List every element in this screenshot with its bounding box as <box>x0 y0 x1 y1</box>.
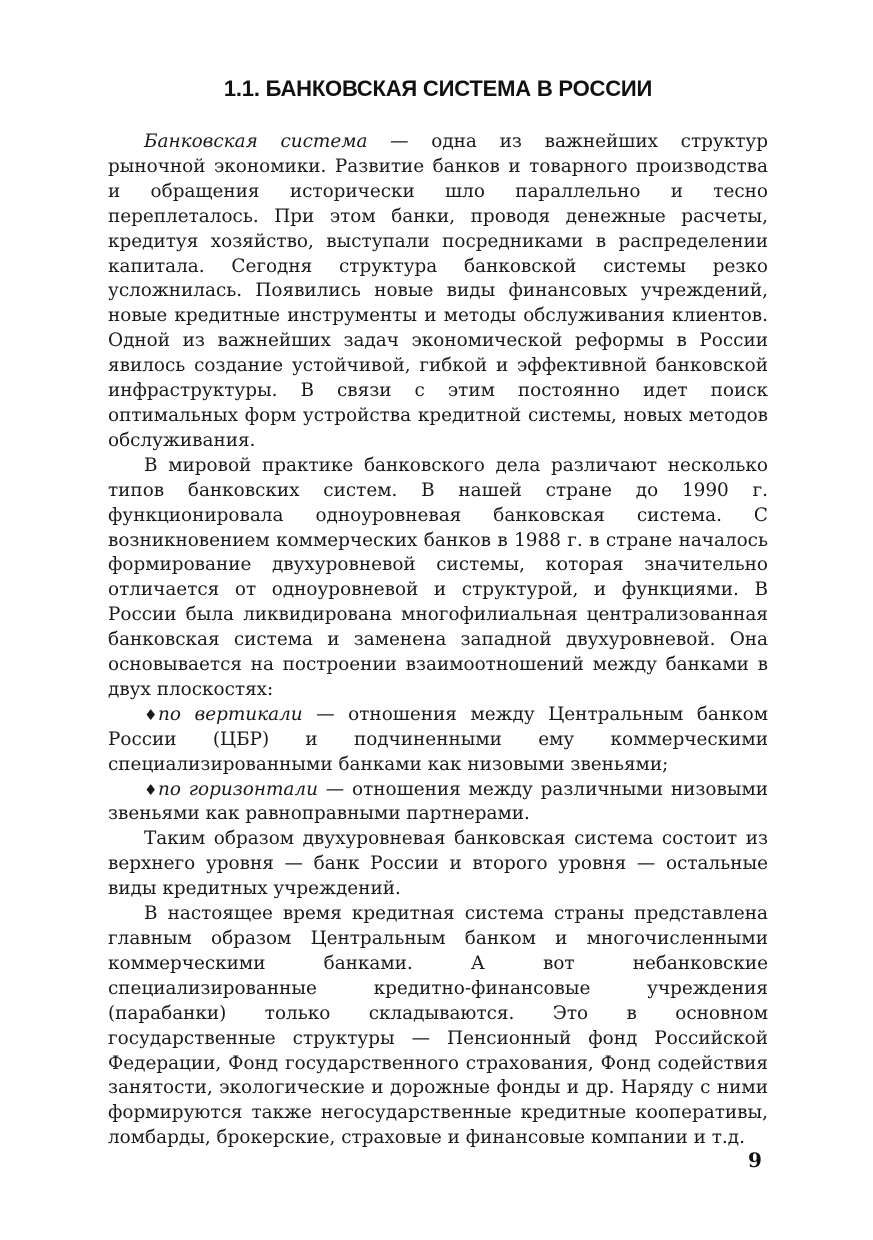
page-number: 9 <box>748 1148 762 1172</box>
term-banking-system: Банковская система <box>144 131 368 152</box>
paragraph-banking-system <box>108 130 768 454</box>
bullet-horizontal <box>108 778 768 828</box>
bullet-vertical-text: — отношения между Центральным банком России (ЦБР) и подчиненными ему коммерческими специализированными банками как низовыми звеньями; <box>108 703 768 775</box>
term-vertical: по вертикали <box>158 703 303 725</box>
paragraph-banking-system-text: — одна из важнейших структур рыночной экономики. Развитие банков и товарного производства и обращения исторически шло параллельно и тесно переплеталось. При этом банки, проводя денежные расчеты, кредитуя хозяйство, выступали посредниками в распределении капитала. Сегодня структура банковской системы резко усложнилась. Появились новые виды финансовых учреждений, новые кредитные инструменты и методы обслуживания клиентов. Одной из важнейших задач экономической реформы в России явилось создание устойчивой, гибкой и эффективной банковской инфраструктуры. В связи с этим постоянно идет поиск оптимальных форм устройства кредитной системы, новых методов обслуживания. <box>108 131 768 451</box>
diamond-bullet-icon: ♦ <box>144 705 158 724</box>
bullet-horizontal-text: — отношения между различными низовыми звеньями как равноправными партнерами. <box>108 778 769 825</box>
diamond-bullet-icon: ♦ <box>144 780 158 799</box>
paragraph-banking-types: В мировой практике банковского дела различают несколько типов банковских систем. В нашей стране до 1990 г. функционировала одноуровневая банковская система. С возникновением коммерческих банков в 1988 г. в стране началось формирование двухуровневой системы, которая значительно отличается от одноуровневой и структурой, и функциями. В России была ликвидирована многофилиальная централизованная банковская система и заменена западной двухуровневой. Она основывается на построении взаимоотношений между банками в двух плоскостях: <box>108 454 768 700</box>
bullet-vertical <box>108 703 768 778</box>
term-horizontal: по горизонтали <box>158 778 318 800</box>
paragraph-two-level-summary: Таким образом двухуровневая банковская система состоит из верхнего уровня — банк России и второго уровня — остальные виды кредитных учреждений. <box>108 828 768 900</box>
paragraph-current-system: В настоящее время кредитная система страны представлена главным образом Центральным банком и многочисленными коммерческими банками. А вот небанковские специализированные кредитно-финансовые учреждения (парабанки) только складываются. Это в основном государственные структуры — Пенсионный фонд Российской Федерации, Фонд государственного страхования, Фонд содействия занятости, экологические и дорожные фонды и др. Наряду с ними формируются также негосударственные кредитные кооперативы, ломбарды, брокерские, страховые и финансовые компании и т.д. <box>108 903 768 1149</box>
page-body <box>108 76 768 1151</box>
section-heading: 1.1. БАНКОВСКАЯ СИСТЕМА В РОССИИ <box>223 76 653 101</box>
